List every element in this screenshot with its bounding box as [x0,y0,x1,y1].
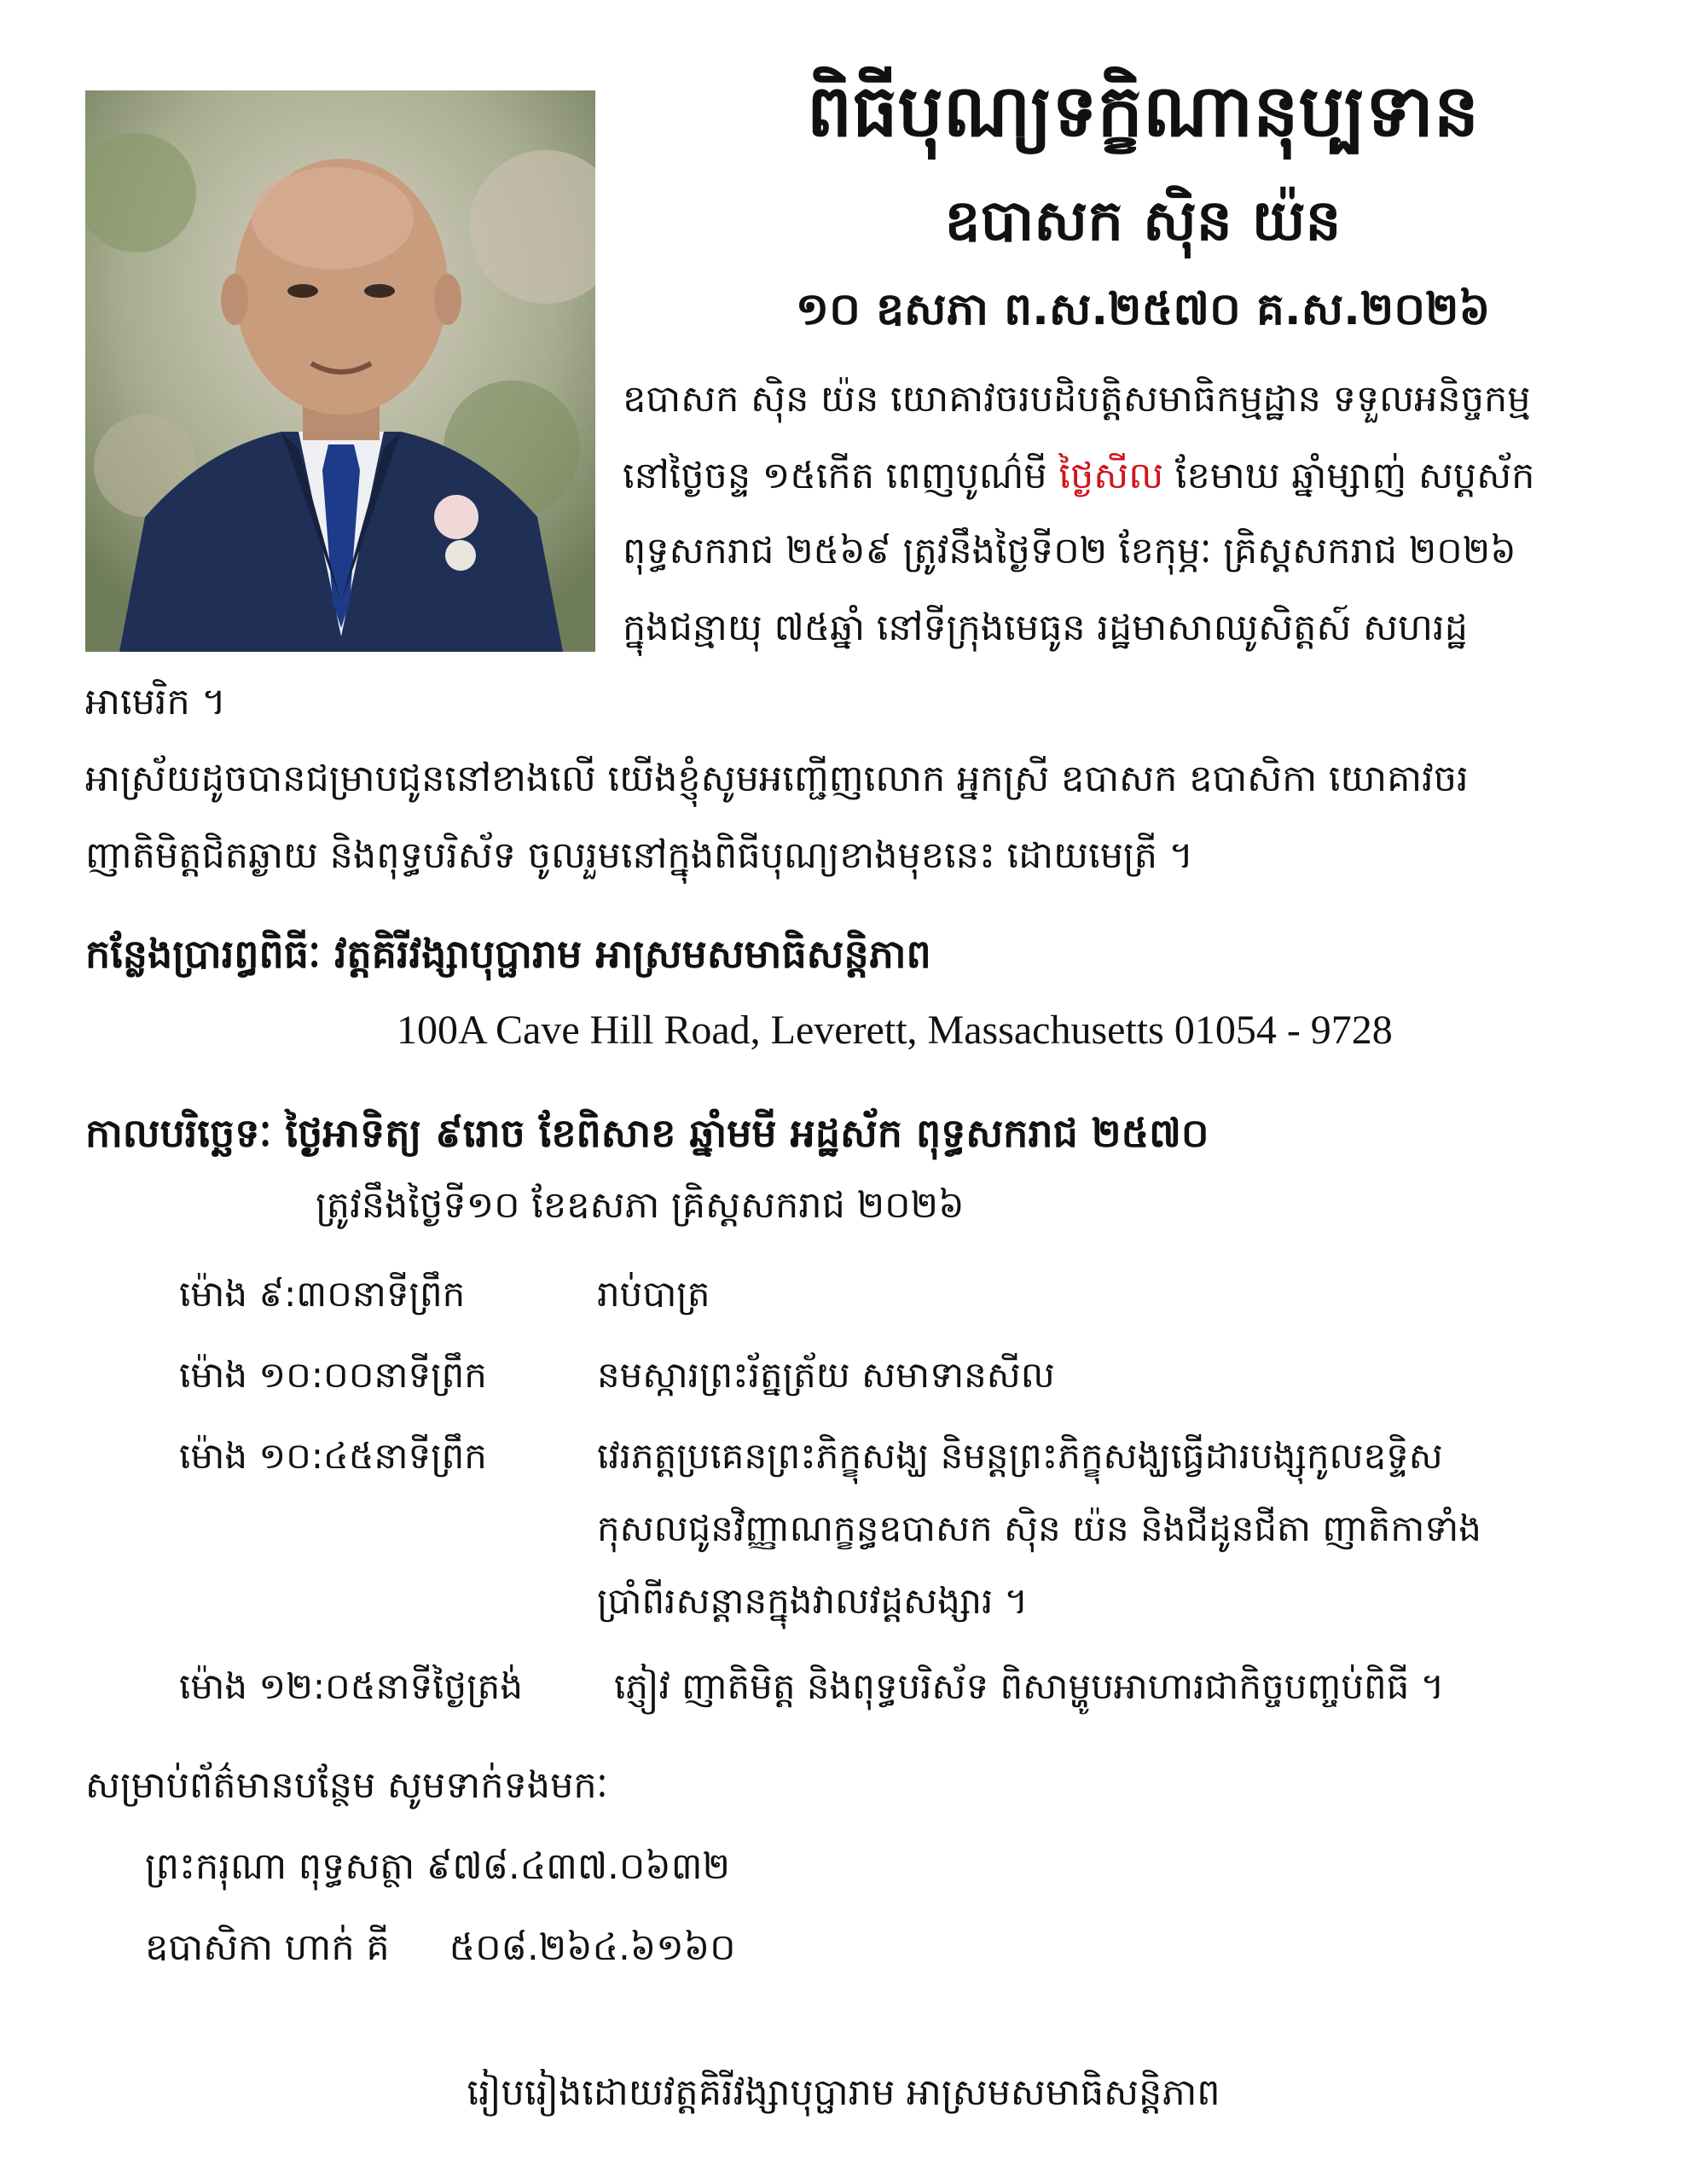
footer-organizer: រៀបរៀងដោយវត្តគិរីវង្សាបុប្ផារាម អាស្រមសមាធិសន្តិភាព [467,2071,1220,2114]
schedule-desc: កុសលជូនវិញ្ញាណក្ខន្ធឧបាសក ស៊ិន យ៉ន និងជីដូនជីតា ញាតិកាទាំង [597,1507,1481,1549]
ceremony-date: ១០ ឧសភា ព.ស.២៥៧០ គ.ស.២០២៦ [795,284,1491,335]
intro-line-4: ក្នុងជន្មាយុ ៧៥ឆ្នាំ នៅទីក្រុងមេធូន រដ្ឋមាសាឈូសិត្តស៍ សហរដ្ឋ [623,607,1468,649]
venue-address: 100A Cave Hill Road, Leverett, Massachusetts 01054 - 9728 [397,1008,1393,1053]
schedule-desc: ប្រាំពីរសន្តានក្នុងវាលវដ្តសង្សារ ។ [597,1580,1029,1622]
deceased-name: ឧបាសក ស៊ិន យ៉ន [944,188,1342,253]
schedule-date-label: កាលបរិច្ឆេទៈ ថ្ងៃអាទិត្យ ៩រោច ខែពិសាខ ឆ្នាំមមី អដ្ឋស័ក ពុទ្ធសករាជ ២៥៧០ [85,1110,1209,1156]
schedule-time: ម៉ោង ៩:៣០នាទីព្រឹក [179,1273,466,1315]
intro-line-1: ឧបាសក ស៊ិន យ៉ន យោគាវចរបដិបត្តិសមាធិកម្មដ្ឋាន ទទួលអនិច្ចកម្ម [623,378,1531,421]
contact-person-1: ព្រះករុណា ពុទ្ធសត្ថា ៩៧៨.៤៣៧.០៦៣២ [145,1845,731,1888]
venue-label: កន្លែងប្រារព្ធពិធីៈ វត្តគិរីវង្សាបុប្ផារាម អាស្រមសមាធិសន្តិភាព [85,931,931,977]
schedule-desc: រាប់បាត្រ [597,1273,710,1315]
invite-line-2: ញាតិមិត្តជិតឆ្ងាយ និងពុទ្ធបរិស័ទ ចូលរួមនៅក្នុងពិធីបុណ្យខាងមុខនេះ ដោយមេត្រី ។ [85,834,1194,877]
sila-day-highlight: ថ្ងៃសីល [1058,455,1164,497]
schedule-desc: វេរភត្តប្រគេនព្រះភិក្ខុសង្ឃ និមន្តព្រះភិក្ខុសង្ឃធ្វើដារបង្សុកូលឧទ្ទិស [597,1435,1443,1477]
schedule-desc: ភ្ញៀវ ញាតិមិត្ត និងពុទ្ធបរិស័ទ ពិសាម្ហូបអាហារជាកិច្ចបញ្ចប់ពិធី ។ [614,1665,1445,1707]
schedule-time: ម៉ោង ១០:៤៥នាទីព្រឹក [179,1435,487,1477]
schedule-desc: នមស្ការព្រះរ័ត្នត្រ័យ សមាទានសីល [597,1354,1055,1396]
contact-label: សម្រាប់ព័ត៌មានបន្ថែម សូមទាក់ទងមកៈ [85,1764,608,1807]
schedule-time: ម៉ោង ១០:០០នាទីព្រឹក [179,1354,487,1396]
intro-line-2-pre: នៅថ្ងៃចន្ទ ១៥កើត ពេញបូណ៌មី [623,455,1059,497]
schedule-time: ម៉ោង ១២:០៥នាទីថ្ងៃត្រង់ [179,1665,523,1707]
schedule-date-sub: ត្រូវនឹងថ្ងៃទី១០ ខែឧសភា គ្រិស្តសករាជ ២០២៦ [316,1184,965,1227]
invite-line-1: អាស្រ័យដូចបានជម្រាបជូននៅខាងលើ យើងខ្ញុំសូមអញ្ជើញលោក អ្នកស្រី ឧបាសក ឧបាសិកា យោគាវចរ [85,758,1469,800]
contact-person-2-name: ឧបាសិកា ហាក់ គី [145,1926,390,1969]
portrait-photo [85,90,595,652]
intro-line-3: ពុទ្ធសករាជ ២៥៦៩ ត្រូវនឹងថ្ងៃទី០២ ខែកុម្ភៈ គ្រិស្តសករាជ ២០២៦ [623,530,1516,572]
contact-person-2-phone: ៥០៨.២៦៤.៦១៦០ [449,1926,736,1969]
page-title: ពិធីបុណ្យទក្ខិណានុប្បទាន [806,69,1480,153]
intro-line-5: អាមេរិក ។ [85,681,226,723]
intro-line-2 [623,452,1534,506]
portrait-illustration [85,90,595,652]
contact-person-2 [145,1924,736,1978]
intro-line-2-post: ខែមាឃ ឆ្នាំម្សាញ់ សប្តស័ក [1163,455,1535,497]
